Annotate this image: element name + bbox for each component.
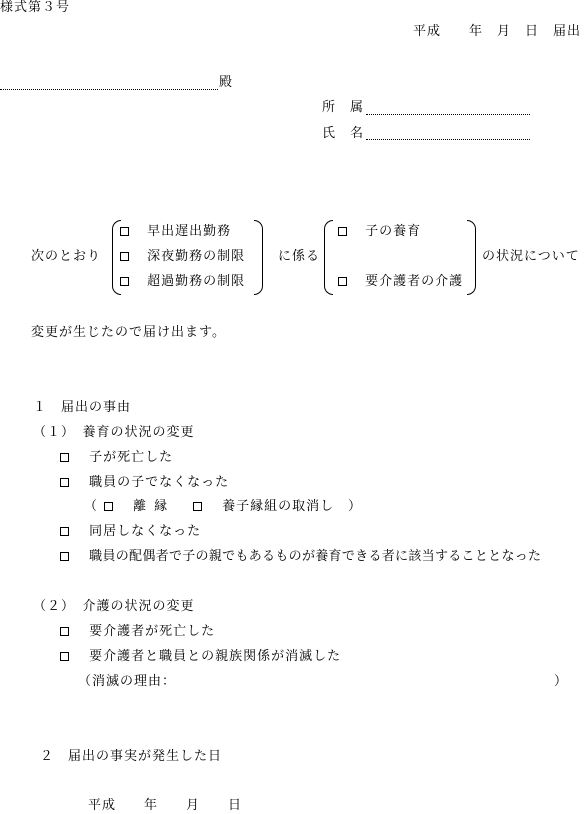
checkbox-icon[interactable] bbox=[338, 277, 347, 286]
option-overtime-limit[interactable]: 超過勤務の制限 bbox=[120, 274, 245, 290]
sub-reason-close-paren: ） bbox=[348, 499, 363, 514]
checkbox-icon[interactable] bbox=[120, 252, 129, 261]
section2-title: ２ 届出の事実が発生した日 bbox=[40, 749, 223, 764]
checkbox-icon[interactable] bbox=[60, 527, 69, 536]
checkbox-icon[interactable] bbox=[104, 502, 113, 511]
left-bracket-close bbox=[254, 220, 263, 295]
option-child-care[interactable]: 子の養育 bbox=[338, 224, 421, 240]
name-field[interactable] bbox=[366, 139, 530, 140]
submission-date: 平成 年 月 日 届出 bbox=[413, 24, 582, 39]
option-night-work-limit[interactable]: 深夜勤務の制限 bbox=[120, 249, 245, 265]
occurrence-date: 平成 年 月 日 bbox=[88, 798, 243, 813]
section1-sub1-title: （１） 養育の状況の変更 bbox=[33, 425, 195, 440]
section1-title: １ 届出の事由 bbox=[33, 400, 132, 415]
reason-label: （消滅の理由： bbox=[78, 674, 177, 689]
sub-reason-open-paren: （ bbox=[84, 499, 99, 514]
statement-prefix: 次のとおり bbox=[31, 249, 102, 264]
affiliation-field[interactable] bbox=[366, 114, 530, 115]
addressee-suffix: 殿 bbox=[219, 75, 234, 90]
sub-reason-dissolution[interactable]: 離縁 bbox=[104, 499, 175, 515]
option-nursing-care[interactable]: 要介護者の介護 bbox=[338, 274, 463, 290]
checkbox-icon[interactable] bbox=[193, 502, 202, 511]
reason-kinship-ended[interactable]: 要介護者と職員との親族関係が消滅した bbox=[60, 649, 341, 665]
statement-suffix: の状況について bbox=[482, 249, 580, 264]
sub-reason-adoption-cancel[interactable]: 養子縁組の取消し bbox=[193, 499, 334, 515]
reason-close-paren: ） bbox=[554, 674, 569, 689]
reason-care-recipient-died[interactable]: 要介護者が死亡した bbox=[60, 624, 215, 640]
checkbox-icon[interactable] bbox=[120, 277, 129, 286]
right-bracket-open bbox=[324, 220, 333, 295]
section1-sub2-title: （２） 介護の状況の変更 bbox=[33, 599, 195, 614]
statement-line2: 変更が生じたので届け出ます。 bbox=[31, 325, 226, 340]
checkbox-icon[interactable] bbox=[60, 552, 69, 561]
form-number: 様式第３号 bbox=[0, 0, 71, 15]
checkbox-icon[interactable] bbox=[60, 453, 69, 462]
reason-child-died[interactable]: 子が死亡した bbox=[60, 450, 173, 466]
statement-connector: に係る bbox=[278, 249, 321, 264]
checkbox-icon[interactable] bbox=[338, 227, 347, 236]
checkbox-icon[interactable] bbox=[120, 227, 129, 236]
name-label: 氏 名 bbox=[322, 126, 365, 141]
reason-spouse-can-care[interactable]: 職員の配偶者で子の親でもあるものが養育できる者に該当することとなった bbox=[60, 549, 541, 565]
right-bracket-close bbox=[467, 220, 476, 295]
option-early-late-shift[interactable]: 早出遅出勤務 bbox=[120, 224, 231, 240]
addressee-field[interactable] bbox=[0, 89, 218, 90]
reason-no-longer-child[interactable]: 職員の子でなくなった bbox=[60, 475, 229, 491]
checkbox-icon[interactable] bbox=[60, 478, 69, 487]
checkbox-icon[interactable] bbox=[60, 627, 69, 636]
checkbox-icon[interactable] bbox=[60, 652, 69, 661]
reason-not-cohabiting[interactable]: 同居しなくなった bbox=[60, 524, 201, 540]
affiliation-label: 所 属 bbox=[322, 100, 365, 115]
